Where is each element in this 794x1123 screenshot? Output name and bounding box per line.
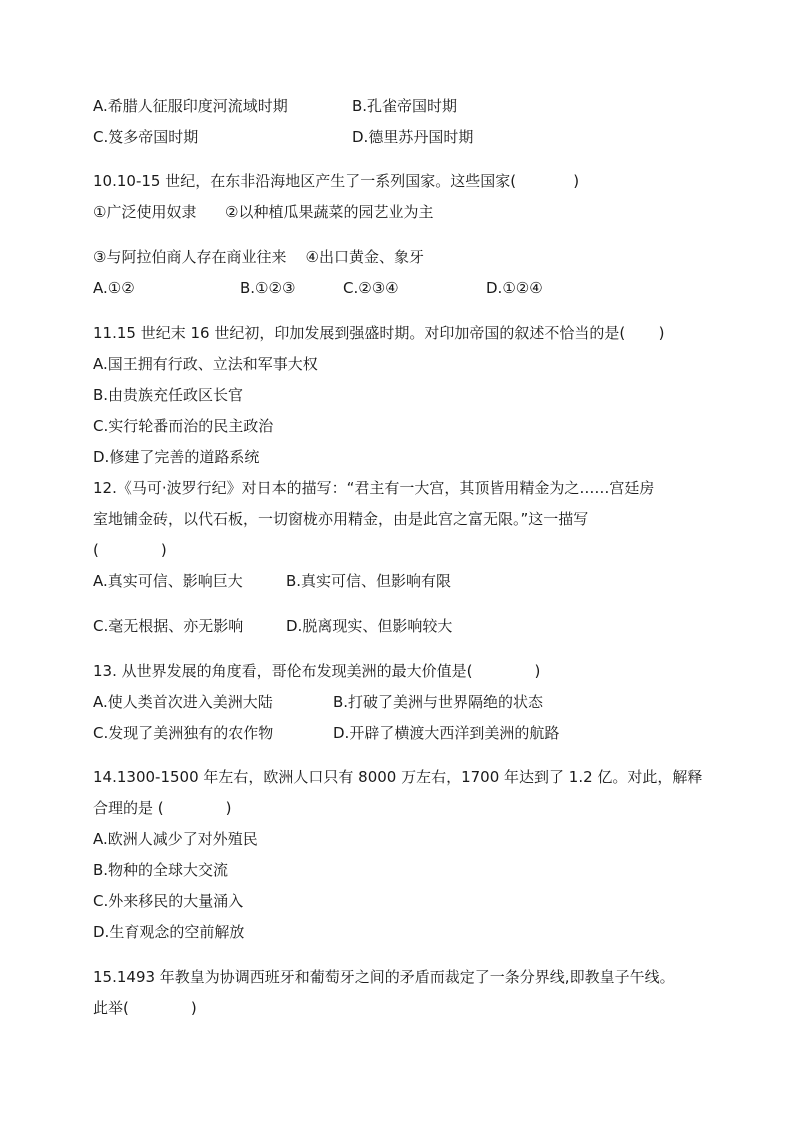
- q12-stem-line-1: 12.《马可·波罗行纪》对日本的描写：“君主有一大宫，其顶皆用精金为之……宫廷房: [93, 479, 655, 497]
- q12-stem-line-2: 室地铺金砖，以代石板，一切窗栊亦用精金，由是此宫之富无限。”这一描写: [93, 510, 589, 528]
- q12-option-c: C.毫无根据、亦无影响: [93, 617, 244, 635]
- q14-stem-line-2: 合理的是 ( ): [93, 799, 232, 817]
- q13-stem: 13. 从世界发展的角度看，哥伦布发现美洲的最大价值是( ): [93, 662, 541, 680]
- q11-option-d: D.修建了完善的道路系统: [93, 448, 260, 466]
- q13-option-c: C.发现了美洲独有的农作物: [93, 724, 274, 742]
- q13-option-a: A.使人类首次进入美洲大陆: [93, 693, 273, 711]
- q9-option-c: C.笈多帝国时期: [93, 128, 199, 146]
- q11-option-a: A.国王拥有行政、立法和军事大权: [93, 355, 318, 373]
- q12-option-b: B.真实可信、但影响有限: [286, 572, 452, 590]
- q14-option-d: D.生育观念的空前解放: [93, 923, 245, 941]
- q12-option-d: D.脱离现实、但影响较大: [286, 617, 453, 635]
- q13-option-b: B.打破了美洲与世界隔绝的状态: [333, 693, 544, 711]
- q9-option-b: B.孔雀帝国时期: [352, 97, 458, 115]
- q14-option-c: C.外来移民的大量涌入: [93, 892, 244, 910]
- q12-stem-line-3: ( ): [93, 541, 167, 559]
- q10-statements-1-2: ①广泛使用奴隶 ②以种植瓜果蔬菜的园艺业为主: [93, 203, 434, 221]
- q9-option-d: D.德里苏丹国时期: [352, 128, 474, 146]
- q11-stem: 11.15 世纪末 16 世纪初，印加发展到强盛时期。对印加帝国的叙述不恰当的是( ): [93, 324, 665, 342]
- q10-option-d: D.①②④: [486, 279, 543, 297]
- q10-stem: 10.10-15 世纪，在东非沿海地区产生了一系列国家。这些国家( ): [93, 172, 580, 190]
- q14-option-a: A.欧洲人减少了对外殖民: [93, 830, 258, 848]
- q12-option-a: A.真实可信、影响巨大: [93, 572, 243, 590]
- q11-option-c: C.实行轮番而治的民主政治: [93, 417, 274, 435]
- q11-option-b: B.由贵族充任政区长官: [93, 386, 244, 404]
- q14-option-b: B.物种的全球大交流: [93, 861, 229, 879]
- q10-option-b: B.①②③: [240, 279, 296, 297]
- q9-option-a: A.希腊人征服印度河流域时期: [93, 97, 288, 115]
- q15-stem-line-1: 15.1493 年教皇为协调西班牙和葡萄牙之间的矛盾而裁定了一条分界线,即教皇子午线。: [93, 968, 675, 986]
- q14-stem-line-1: 14.1300-1500 年左右，欧洲人口只有 8000 万左右，1700 年达到了 1.2 亿。对此，解释: [93, 768, 703, 786]
- q10-statements-3-4: ③与阿拉伯商人存在商业往来 ④出口黄金、象牙: [93, 248, 424, 266]
- q10-option-a: A.①②: [93, 279, 135, 297]
- q10-option-c: C.②③④: [343, 279, 399, 297]
- q13-option-d: D.开辟了横渡大西洋到美洲的航路: [333, 724, 560, 742]
- q15-stem-line-2: 此举( ): [93, 999, 197, 1017]
